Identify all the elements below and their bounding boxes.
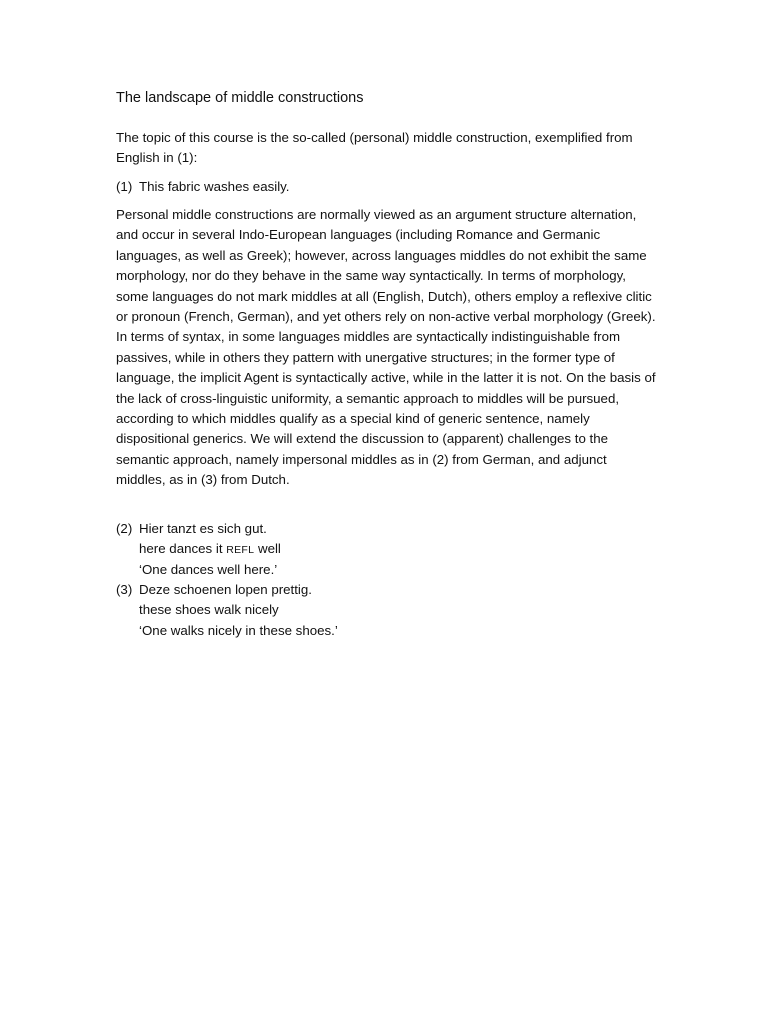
example-2-sentence: Hier tanzt es sich gut. <box>139 521 267 536</box>
example-1-text: This fabric washes easily. <box>139 179 290 194</box>
example-2-number: (2) <box>116 521 133 536</box>
example-1-number: (1) <box>116 179 133 194</box>
example-2-translation: ‘One dances well here.’ <box>139 562 278 577</box>
example-2-gloss-after: well <box>257 541 281 556</box>
document-title: The landscape of middle constructions <box>116 90 364 106</box>
example-3-sentence: Deze schoenen lopen prettig. <box>139 582 312 597</box>
example-1 <box>116 177 290 197</box>
example-3-number: (3) <box>116 582 133 597</box>
example-2-gloss-refl: REFL <box>226 544 255 556</box>
intro-paragraph: The topic of this course is the so-called (personal) middle construction, exemplified from English in (1): <box>116 130 633 166</box>
example-2-gloss <box>139 539 281 560</box>
example-2-gloss-before: here dances it <box>139 541 223 556</box>
example-3-gloss: these shoes walk nicely <box>139 602 279 617</box>
example-3-translation: ‘One walks nicely in these shoes.’ <box>139 623 338 638</box>
body-paragraph: Personal middle constructions are normally viewed as an argument structure alternation, and occur in several Indo-European languages (including Romance and Germanic languages, as well as Greek); however, across languages middles do not exhibit the same morphology, nor do they behave in the same way syntactically. In terms of morphology, some languages do not mark middles at all (English, Dutch), others employ a reflexive clitic or pronoun (French, German), and yet others rely on non-active verbal morphology (Greek). In terms of syntax, in some languages middles are syntactically indistinguishable from passives, while in others they pattern with unergative structures; in the former type of language, the implicit Agent is syntactically active, while in the latter it is not. On the basis of the lack of cross-linguistic uniformity, a semantic approach to middles will be pursued, according to which middles qualify as a special kind of generic sentence, namely dispositional generics. We will extend the discussion to (apparent) challenges to the semantic approach, namely impersonal middles as in (2) from German, and adjunct middles, as in (3) from Dutch. <box>116 207 656 488</box>
